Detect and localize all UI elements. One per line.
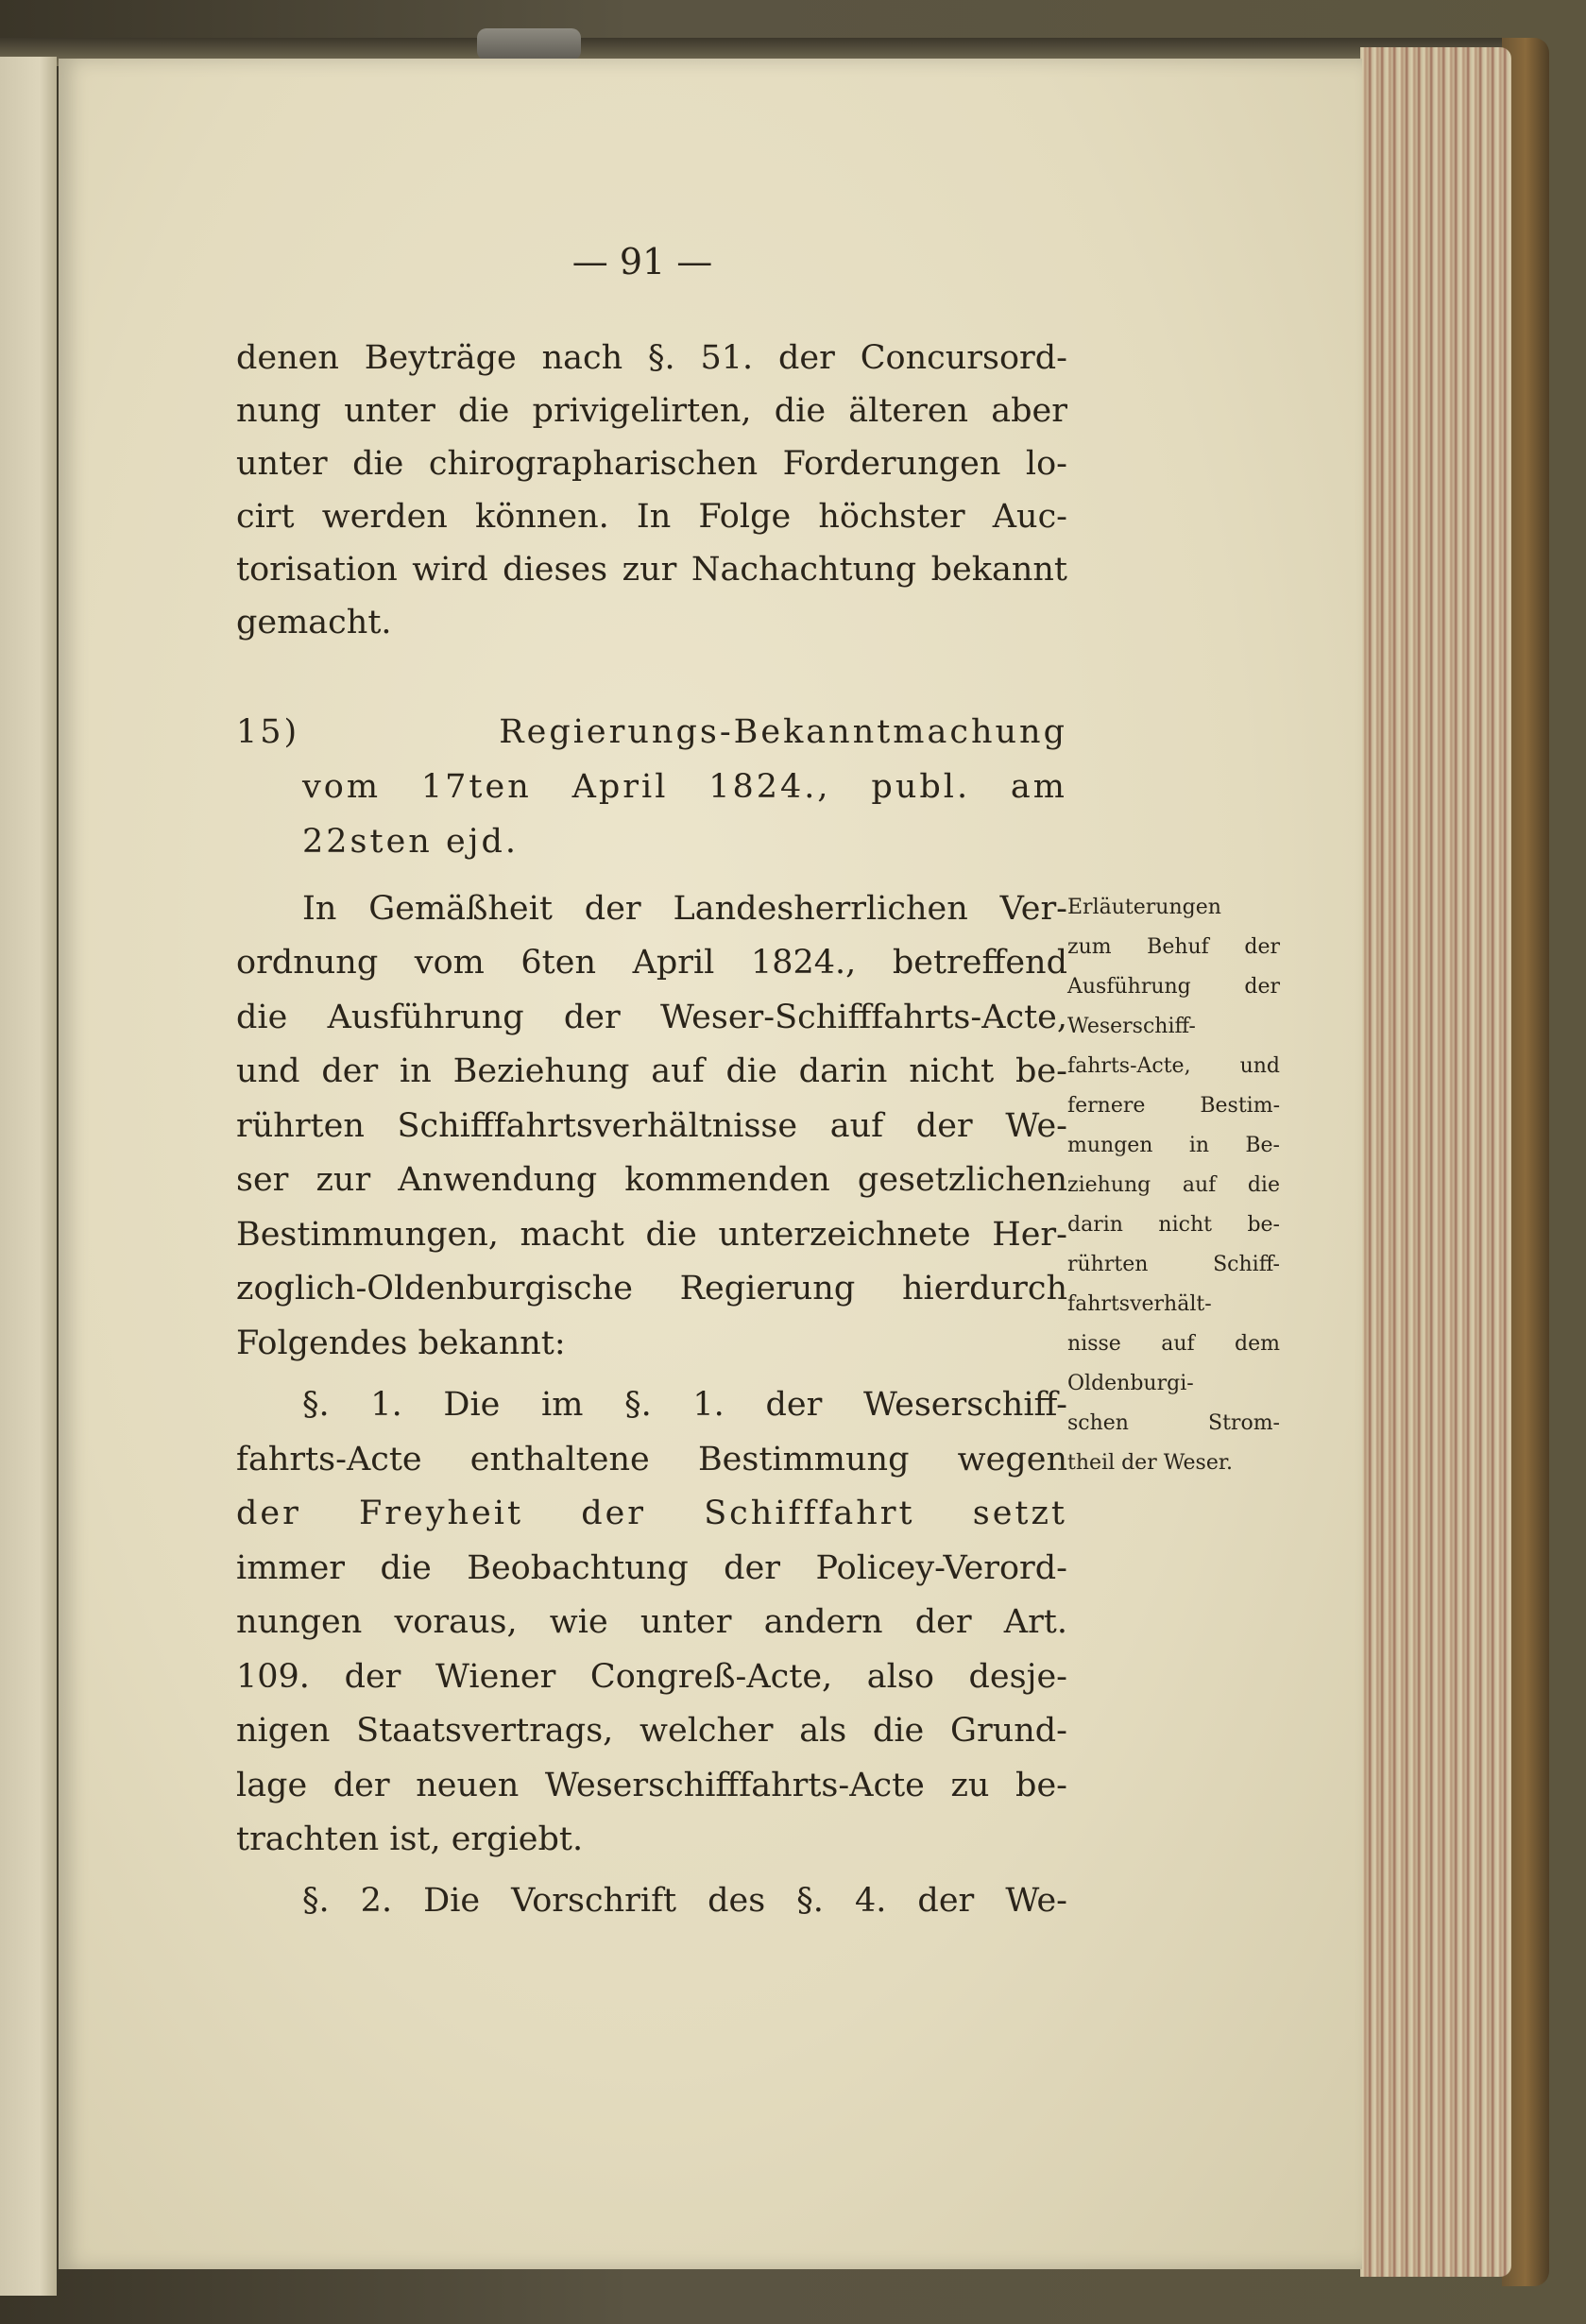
margin-note-line: Oldenburgi- xyxy=(1067,1372,1194,1395)
section-heading: vom 17ten April 1824., publ. am xyxy=(302,768,1067,806)
margin-note-line: Erläuterungen xyxy=(1067,896,1221,919)
body-line: und der in Beziehung auf die darin nicht be- xyxy=(236,1052,1067,1090)
margin-note-line: zum Behuf der xyxy=(1067,935,1280,959)
body-line: In Gemäßheit der Landesherrlichen Ver- xyxy=(302,890,1067,928)
body-line: unter die chirographarischen Forderungen lo- xyxy=(236,445,1067,483)
page-edges xyxy=(1360,47,1511,2277)
body-line: denen Beyträge nach §. 51. der Concursord- xyxy=(236,339,1067,377)
margin-note-line: fernere Bestim- xyxy=(1067,1094,1280,1118)
body-line: ser zur Anwendung kommenden gesetzlichen xyxy=(236,1161,1067,1199)
section-heading: 15) Regierungs-Bekanntmachung xyxy=(236,713,1067,751)
body-line: nungen voraus, wie unter andern der Art. xyxy=(236,1603,1067,1641)
margin-note-line: rührten Schiff- xyxy=(1067,1253,1280,1276)
margin-note-line: schen Strom- xyxy=(1067,1411,1280,1435)
body-line: die Ausführung der Weser-Schifffahrts-Acte, xyxy=(236,999,1067,1036)
margin-note-line: fahrts-Acte, und xyxy=(1067,1054,1280,1078)
margin-note-line: ziehung auf die xyxy=(1067,1173,1280,1197)
margin-note-line: theil der Weser. xyxy=(1067,1451,1233,1475)
body-line: immer die Beobachtung der Policey-Verord- xyxy=(236,1549,1067,1587)
margin-note-line: darin nicht be- xyxy=(1067,1213,1280,1237)
body-line: rührten Schifffahrtsverhältnisse auf der We- xyxy=(236,1107,1067,1145)
page-number: — 91 — xyxy=(571,241,713,282)
body-line: Folgendes bekannt: xyxy=(236,1324,566,1362)
body-line: ordnung vom 6ten April 1824., betreffend xyxy=(236,944,1067,982)
body-line: der Freyheit der Schifffahrt setzt xyxy=(236,1495,1067,1532)
body-line: trachten ist, ergiebt. xyxy=(236,1820,584,1858)
margin-note-line: Ausführung der xyxy=(1067,975,1280,999)
section-heading: 22sten ejd. xyxy=(302,823,520,861)
body-line: fahrts-Acte enthaltene Bestimmung wegen xyxy=(236,1441,1067,1478)
margin-note-line: mungen in Be- xyxy=(1067,1134,1280,1157)
body-line: zoglich-Oldenburgische Regierung hierdurch xyxy=(236,1270,1067,1307)
body-line: gemacht. xyxy=(236,604,392,641)
margin-note-line: nisse auf dem xyxy=(1067,1332,1280,1356)
margin-note-line: Weserschiff- xyxy=(1067,1015,1196,1038)
left-page-edge xyxy=(0,57,57,2296)
body-line: nung unter die privigelirten, die älteren aber xyxy=(236,392,1067,430)
margin-note-line: fahrtsverhält- xyxy=(1067,1292,1212,1316)
body-line: §. 2. Die Vorschrift des §. 4. der We- xyxy=(302,1882,1067,1920)
body-line: §. 1. Die im §. 1. der Weserschiff- xyxy=(302,1386,1067,1424)
body-line: 109. der Wiener Congreß-Acte, also desje- xyxy=(236,1658,1067,1696)
body-line: nigen Staatsvertrags, welcher als die Grund- xyxy=(236,1712,1067,1750)
body-line: Bestimmungen, macht die unterzeichnete Her- xyxy=(236,1216,1067,1254)
body-line: cirt werden können. In Folge höchster Auc- xyxy=(236,498,1067,536)
body-line: lage der neuen Weserschifffahrts-Acte zu be- xyxy=(236,1767,1067,1804)
body-line: torisation wird dieses zur Nachachtung bekannt xyxy=(236,551,1067,589)
binding-clasp xyxy=(477,28,581,60)
